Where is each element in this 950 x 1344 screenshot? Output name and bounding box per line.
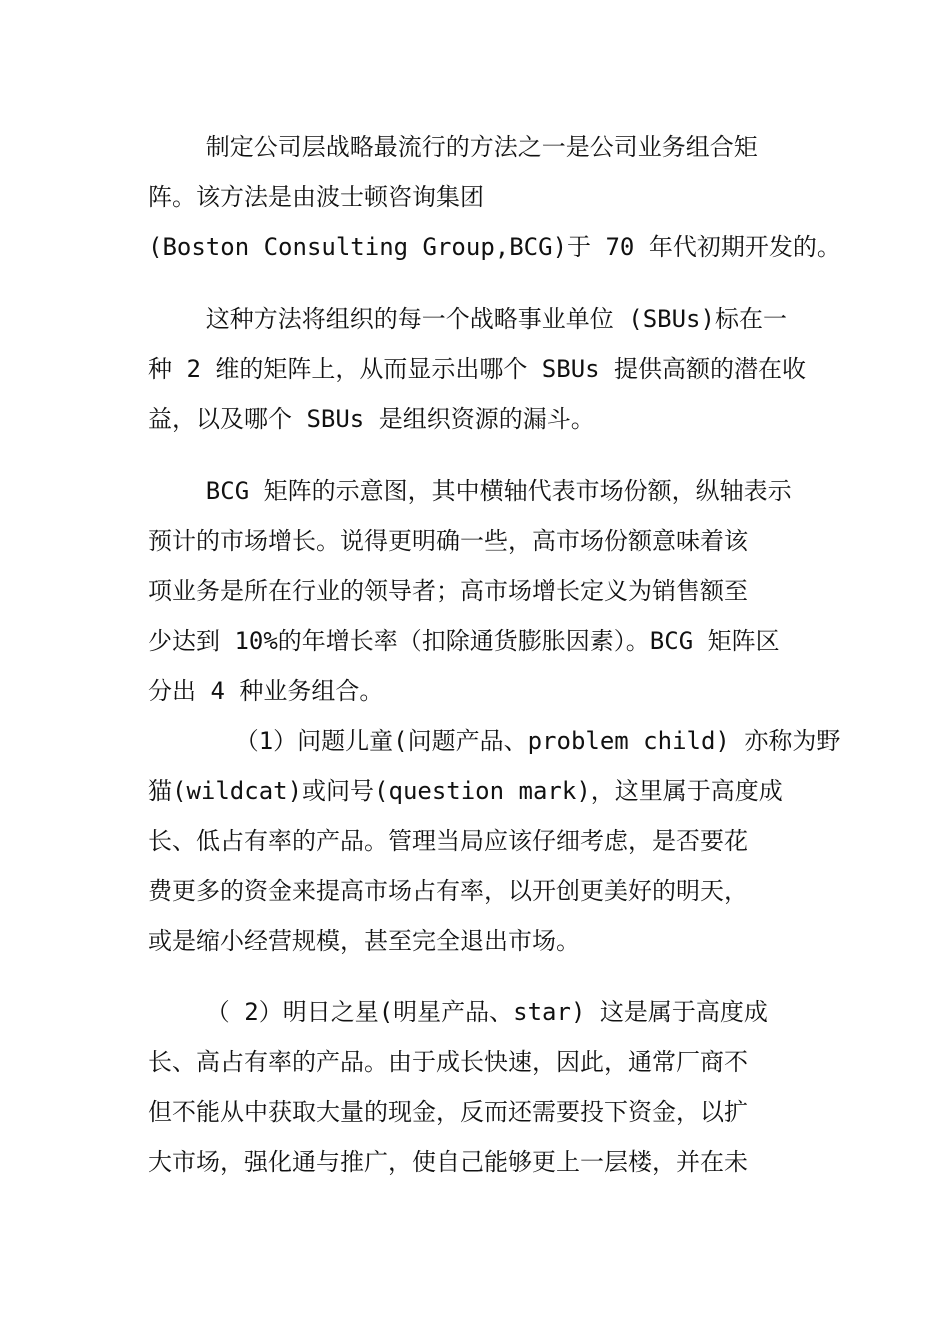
text-line: 少达到 10%的年增长率（扣除通货膨胀因素）。BCG 矩阵区 [148,627,780,655]
text-line: 费更多的资金来提高市场占有率，以开创更美好的明天， [148,877,748,905]
text-line: 但不能从中获取大量的现金，反而还需要投下资金，以扩 [148,1098,748,1126]
text-line: 分出 4 种业务组合。 [148,677,384,705]
text-line: 预计的市场增长。说得更明确一些，高市场份额意味着该 [148,527,748,555]
text-line: 猫(wildcat)或问号(question mark)，这里属于高度成 [148,777,783,805]
text-line: 这种方法将组织的每一个战略事业单位 (SBUs)标在一 [148,305,787,333]
text-line: (Boston Consulting Group,BCG)于 70 年代初期开发的。 [148,233,841,261]
text-line: 项业务是所在行业的领导者；高市场增长定义为销售额至 [148,577,748,605]
text-line: （ 2）明日之星(明星产品、star) 这是属于高度成 [148,998,768,1026]
text-line: 长、高占有率的产品。由于成长快速，因此，通常厂商不 [148,1048,748,1076]
text-line: 制定公司层战略最流行的方法之一是公司业务组合矩 [148,133,758,161]
text-line: 大市场，强化通与推广，使自己能够更上一层楼，并在未 [148,1148,748,1176]
text-line: 长、低占有率的产品。管理当局应该仔细考虑，是否要花 [148,827,748,855]
text-line: 种 2 维的矩阵上，从而显示出哪个 SBUs 提供高额的潜在收 [148,355,807,383]
text-line: 或是缩小经营规模，甚至完全退出市场。 [148,927,580,955]
text-line: （1）问题儿童(问题产品、problem child) 亦称为野 [148,727,841,755]
text-line: 阵。该方法是由波士顿咨询集团 [148,183,484,211]
text-line: 益，以及哪个 SBUs 是组织资源的漏斗。 [148,405,595,433]
text-line: BCG 矩阵的示意图，其中横轴代表市场份额，纵轴表示 [148,477,792,505]
